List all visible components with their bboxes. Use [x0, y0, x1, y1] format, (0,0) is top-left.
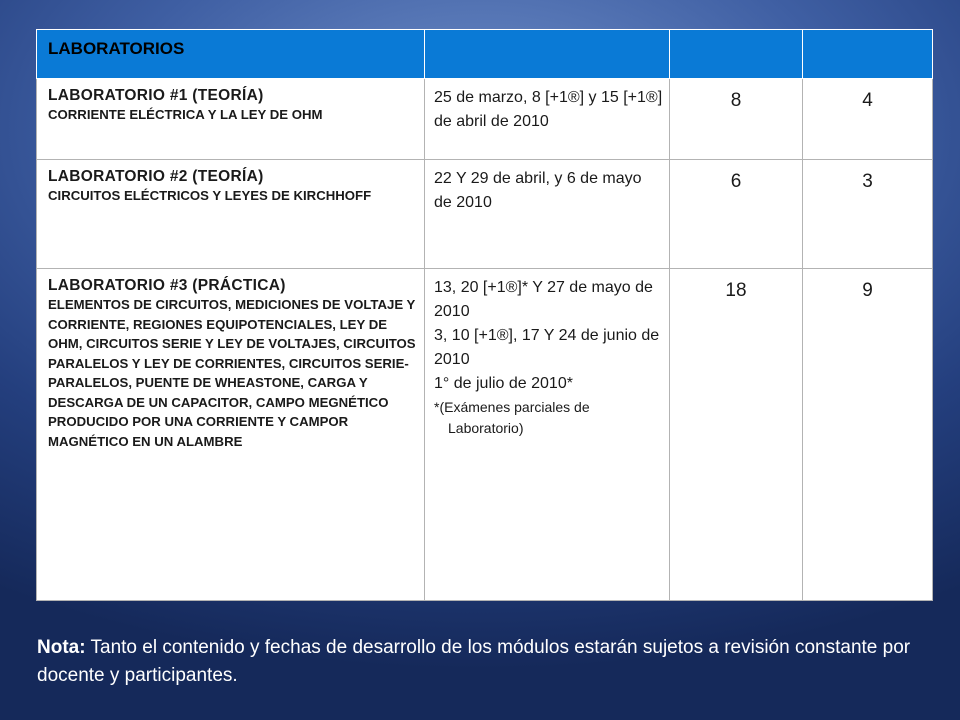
exam-footnote-continued: Laboratorio) [448, 420, 524, 436]
lab-value-a: 6 [670, 160, 803, 269]
table-row [37, 79, 933, 160]
lab-description: CIRCUITOS ELÉCTRICOS Y LEYES DE KIRCHHOFF [48, 188, 372, 203]
table-header-row [37, 30, 933, 79]
note-text: Tanto el contenido y fechas de desarrollo de los módulos estarán sujetos a revisión constante por docente y participantes. [37, 637, 911, 686]
header-cell-a [670, 30, 803, 79]
lab-value-b: 3 [803, 160, 933, 269]
table-row [37, 160, 933, 269]
lab-dates-cell [425, 79, 670, 160]
laboratories-table [36, 29, 933, 601]
date-line: 3, 10 [+1®], 17 Y 24 de junio de 2010 [434, 327, 660, 368]
note-label: Nota: [37, 637, 86, 658]
lab-value-a: 18 [670, 269, 803, 601]
exam-footnote: *(Exámenes parciales de [434, 399, 590, 415]
lab-name-cell [37, 160, 425, 269]
footer-note [37, 634, 927, 690]
table-row [37, 269, 933, 601]
date-line: 1° de julio de 2010* [434, 375, 573, 392]
date-line: 22 Y 29 de abril, y 6 de mayo de 2010 [434, 170, 642, 211]
header-title-cell [37, 30, 425, 79]
laboratories-table-container [36, 29, 932, 601]
date-line: 25 de marzo, 8 [+1®] y 15 [+1®] de abril de 2010 [434, 89, 663, 130]
lab-name-cell [37, 269, 425, 601]
lab-name-cell [37, 79, 425, 160]
lab-value-b: 9 [803, 269, 933, 601]
lab-dates-cell [425, 160, 670, 269]
header-title: LABORATORIOS [48, 39, 185, 58]
lab-title: LABORATORIO #3 (PRÁCTICA) [48, 277, 286, 294]
lab-value-a: 8 [670, 79, 803, 160]
header-cell-dates [425, 30, 670, 79]
lab-title: LABORATORIO #2 (TEORÍA) [48, 168, 264, 185]
date-line: 13, 20 [+1®]* Y 27 de mayo de 2010 [434, 279, 653, 320]
lab-dates-cell [425, 269, 670, 601]
lab-title: LABORATORIO #1 (TEORÍA) [48, 87, 264, 104]
lab-value-b: 4 [803, 79, 933, 160]
lab-description: CORRIENTE ELÉCTRICA Y LA LEY DE OHM [48, 107, 323, 122]
lab-description: ELEMENTOS DE CIRCUITOS, MEDICIONES DE VOLTAJE Y CORRIENTE, REGIONES EQUIPOTENCIALES, LEY DE OHM, CIRCUITOS SERIE Y LEY DE VOLTAJES, CIRCUITOS PARALELOS Y LEY DE CORRIENTES, CIRCUITOS SERIE-PARALELOS, PUENTE DE WHEASTONE, CARGA Y DESCARGA DE UN CAPACITOR, CAMPO MEGNÉTICO PRODUCIDO POR UNA CORRIENTE Y CAMPOR MAGNÉTICO EN UN ALAMBRE [48, 297, 416, 449]
header-cell-b [803, 30, 933, 79]
